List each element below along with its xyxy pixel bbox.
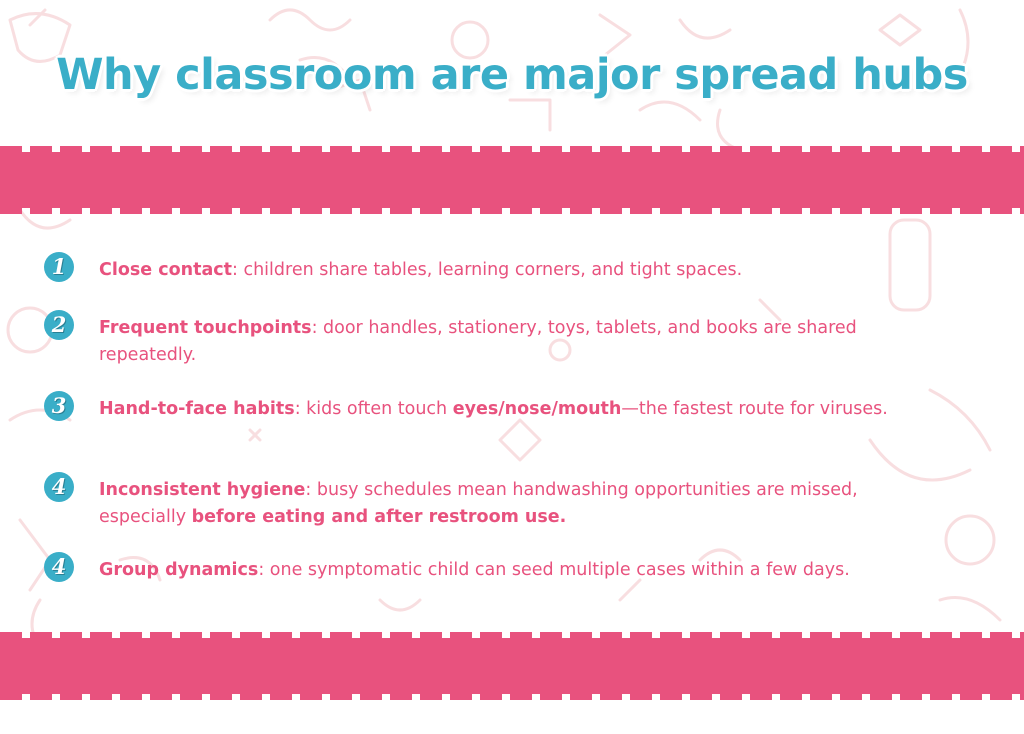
item-lead: Group dynamics [99, 560, 259, 580]
item-emphasis: before eating and after restroom use. [191, 507, 567, 527]
item-lead: Frequent touchpoints [99, 318, 312, 338]
list-item-text [99, 257, 969, 284]
list-item-text [99, 557, 969, 584]
number-badge: 4 [44, 552, 74, 582]
item-body: : busy schedules mean handwashing opportunities are missed, especially [99, 480, 858, 527]
item-emphasis: eyes/nose/mouth [452, 399, 622, 419]
item-body: : kids often touch [294, 399, 453, 419]
item-body: : children share tables, learning corners, and tight spaces. [232, 260, 743, 280]
item-body: : door handles, stationery, toys, tablets, and books are shared repeatedly. [99, 318, 857, 365]
item-lead: Hand-to-face habits [99, 399, 295, 419]
decorative-band-top [0, 152, 1024, 208]
number-badge: 3 [44, 391, 74, 421]
list-item-text [99, 477, 899, 531]
item-lead: Close contact [99, 260, 233, 280]
list-item-text [99, 396, 929, 423]
number-badge: 4 [44, 472, 74, 502]
item-tail: —the fastest route for viruses. [621, 399, 888, 419]
item-body: : one symptomatic child can seed multiple cases within a few days. [258, 560, 850, 580]
decorative-band-bottom [0, 638, 1024, 694]
number-badge: 1 [44, 252, 74, 282]
list-item-text [99, 315, 869, 369]
item-lead: Inconsistent hygiene [99, 480, 306, 500]
number-badge: 2 [44, 310, 74, 340]
page-title: Why classroom are major spread hubs [56, 50, 968, 100]
